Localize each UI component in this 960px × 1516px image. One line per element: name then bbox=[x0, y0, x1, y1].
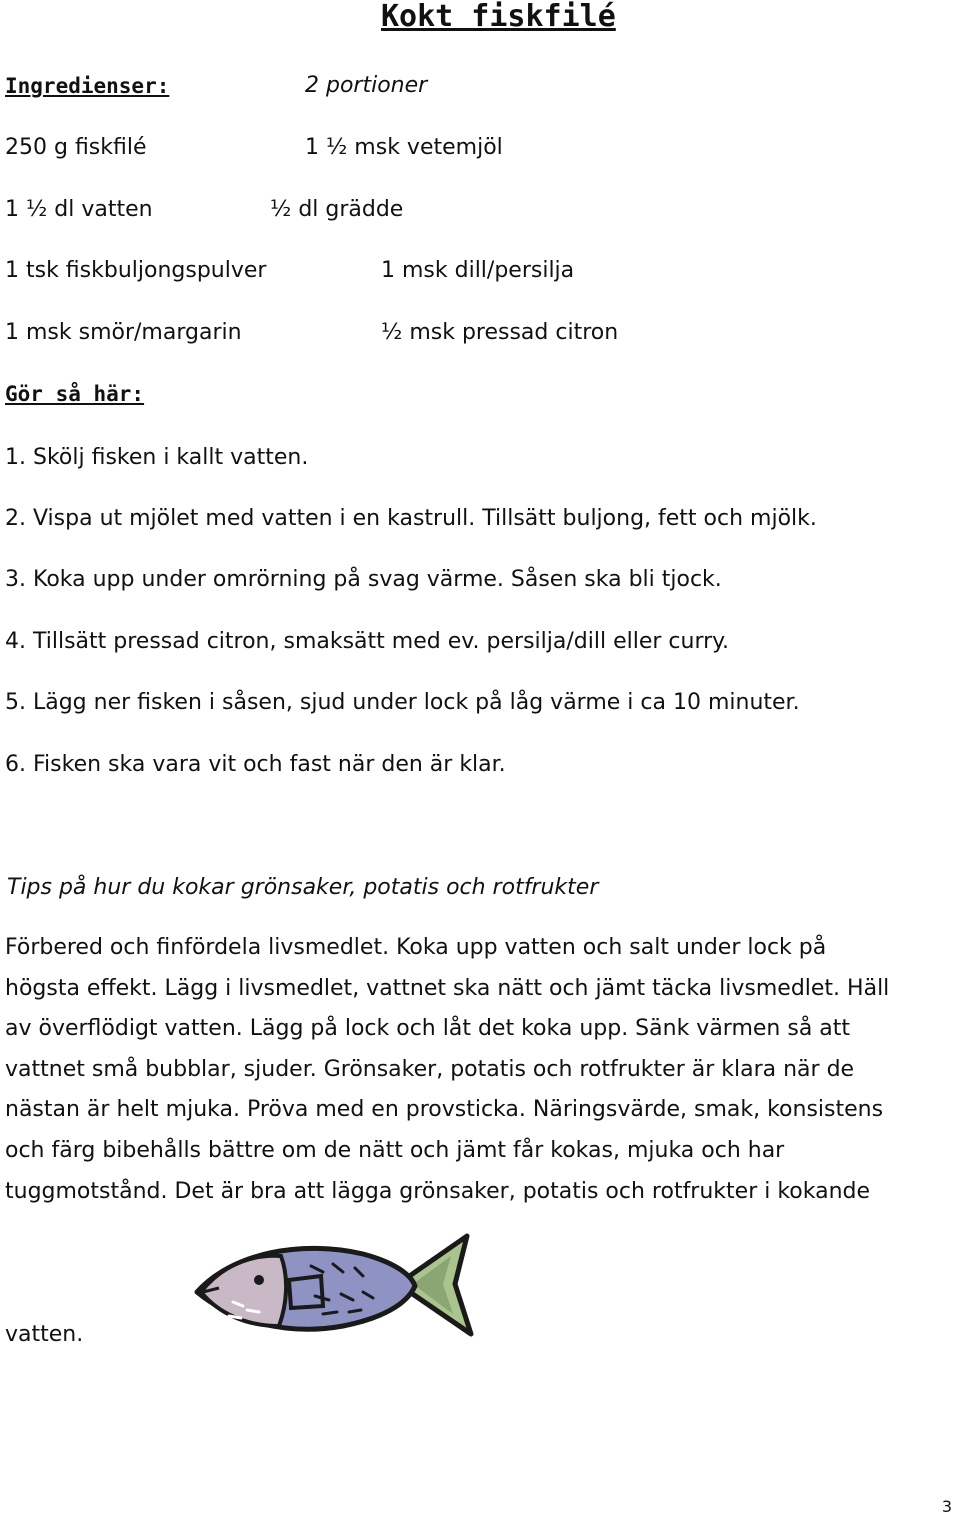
tips-heading: Tips på hur du kokar grönsaker, potatis och rotfrukter bbox=[7, 875, 599, 900]
ingredient-item: 1 tsk fiskbuljongspulver bbox=[5, 258, 267, 283]
tips-line: vattnet små bubblar, sjuder. Grönsaker, potatis och rotfrukter är klara när de bbox=[5, 1056, 855, 1082]
tips-line: och färg bibehålls bättre om de nätt och jämt får kokas, mjuka och har bbox=[5, 1137, 785, 1163]
instructions-heading: Gör så här: bbox=[5, 382, 145, 406]
ingredient-item: 1 ½ msk vetemjöl bbox=[305, 135, 503, 160]
fish-icon bbox=[193, 1222, 483, 1352]
tips-line: av överflödigt vatten. Lägg på lock och låt det koka upp. Sänk värmen så att bbox=[5, 1016, 851, 1042]
tips-line: tuggmotstånd. Det är bra att lägga grönsaker, potatis och rotfrukter i kokande bbox=[5, 1178, 871, 1204]
ingredient-item: 250 g fiskfilé bbox=[5, 135, 147, 160]
page-title: Kokt fiskfilé bbox=[381, 0, 616, 34]
page-number: 3 bbox=[941, 1497, 952, 1516]
instruction-step: 5. Lägg ner fisken i såsen, sjud under lock på låg värme i ca 10 minuter. bbox=[5, 690, 800, 715]
instruction-step: 2. Vispa ut mjölet med vatten i en kastrull. Tillsätt buljong, fett och mjölk. bbox=[5, 506, 817, 531]
tips-line: nästan är helt mjuka. Pröva med en provsticka. Näringsvärde, smak, konsistens bbox=[5, 1097, 884, 1123]
ingredient-item: 1 ½ dl vatten bbox=[5, 197, 153, 222]
tips-line: högsta effekt. Lägg i livsmedlet, vattnet ska nätt och jämt täcka livsmedlet. Häll bbox=[5, 975, 890, 1001]
portions-label: 2 portioner bbox=[305, 73, 428, 98]
instruction-step: 1. Skölj fisken i kallt vatten. bbox=[5, 445, 309, 470]
instruction-step: 6. Fisken ska vara vit och fast när den är klar. bbox=[5, 752, 506, 777]
tips-last-line: vatten. bbox=[5, 1322, 84, 1347]
instruction-step: 4. Tillsätt pressad citron, smaksätt med ev. persilja/dill eller curry. bbox=[5, 629, 730, 654]
tips-line: Förbered och finfördela livsmedlet. Koka upp vatten och salt under lock på bbox=[5, 935, 827, 960]
ingredient-item: 1 msk dill/persilja bbox=[381, 258, 575, 283]
ingredients-heading: Ingredienser: bbox=[5, 74, 170, 98]
ingredient-item: ½ msk pressad citron bbox=[381, 320, 619, 345]
ingredient-item: 1 msk smör/margarin bbox=[5, 320, 242, 345]
tips-paragraph bbox=[5, 928, 950, 1212]
instruction-step: 3. Koka upp under omrörning på svag värme. Såsen ska bli tjock. bbox=[5, 567, 722, 592]
ingredient-item: ½ dl grädde bbox=[270, 197, 404, 222]
